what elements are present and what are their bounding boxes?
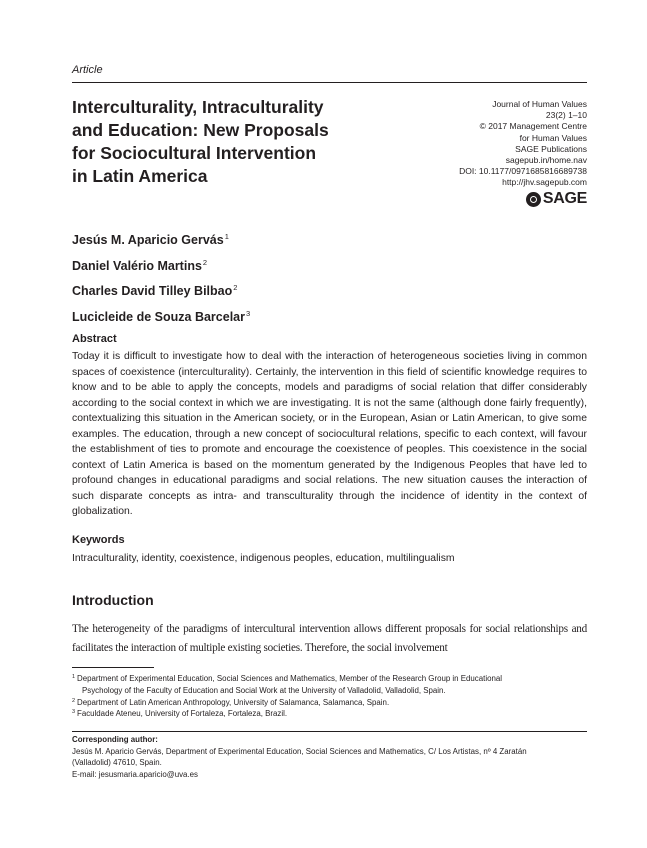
doi[interactable]: DOI: 10.1177/0971685816689738 xyxy=(459,166,587,177)
author: Lucicleide de Souza Barcelar$^3$ xyxy=(72,308,251,324)
corresponding-email[interactable]: E-mail: jesusmaria.aparicio@uva.es xyxy=(72,769,198,779)
journal-info xyxy=(357,99,587,189)
footnotes xyxy=(72,673,587,720)
corresponding-address-cont: (Valladolid) 47610, Spain. xyxy=(72,758,162,768)
journal-volume: 23(2) 1–10 xyxy=(545,110,587,121)
footnote: 3 Faculdade Ateneu, University of Fortaleza, Fortaleza, Brazil. xyxy=(72,709,288,719)
author: Daniel Valério Martins$^2$ xyxy=(72,257,208,273)
journal-url[interactable]: http://jhv.sagepub.com xyxy=(502,177,587,188)
article-type-label: Article xyxy=(72,64,103,76)
sage-logo xyxy=(526,190,587,208)
corresponding-rule xyxy=(72,731,587,732)
author: Charles David Tilley Bilbao$^2$ xyxy=(72,283,238,298)
title-line: and Education: New Proposals xyxy=(72,120,329,140)
keywords-heading: Keywords xyxy=(72,534,125,546)
footnote: 2 Department of Latin American Anthropology, University of Salamanca, Salamanca, Spain. xyxy=(72,697,390,707)
abstract-text: Today it is difficult to investigate how to deal with the interaction of heterogeneous societies living in common spaces of coexistence (interculturality). Certainly, the intervention in this field of scientific knowledge requires to know and to be able to apply the concepts, models and paradigms of social relation that differ considerably according to the social context in which we are investigating. It is not the same (although done fairly frequently), contextualizing this situation in the American society, or in the European, Asian or Latin American, to give some examples. The education, through a new concept of sociocultural relations, specific to each context, will favour the establishment of ties to promote and encourage the coexistence of peoples. This coexistence in the social context of Latin America is based on the momentum generated by the Indigenous Peoples that have led to profound changes in educational paradigms and social relations. The new situation causes the interaction of such disparate concepts as intra- and transculturality through the incidence of identity in the context of globalization. xyxy=(72,351,587,517)
title-line: Interculturality, Intraculturality xyxy=(72,97,324,117)
journal-name: Journal of Human Values xyxy=(492,99,587,109)
sage-logo-text: SAGE xyxy=(542,190,587,207)
copyright-holder: for Human Values xyxy=(519,132,587,143)
copyright: © 2017 Management Centre xyxy=(479,121,587,132)
header-rule xyxy=(72,82,587,83)
corresponding-address: Jesús M. Aparicio Gervás, Department of Experimental Education, Social Sciences and Mathematics, C/ Los Artistas, nº 4 Zaratán xyxy=(72,746,527,756)
introduction-text: The heterogeneity of the paradigms of intercultural intervention allows different proposals for social relationships and facilitates the interaction of multiple existing societies. Therefore, the social involvement xyxy=(72,623,587,654)
publisher-link[interactable]: sagepub.in/home.nav xyxy=(505,155,587,166)
footnote: 1 Department of Experimental Education, Social Sciences and Mathematics, Member of the Research Group in Educational Psychology of the Faculty of Education and Social Work at the University of Valladolid, Valladolid, Spain. xyxy=(72,674,502,695)
title-line: for Sociocultural Intervention xyxy=(72,143,317,163)
introduction-heading: Introduction xyxy=(72,592,154,608)
footnote-rule xyxy=(72,667,154,668)
author: Jesús M. Aparicio Gervás$^1$ xyxy=(72,232,229,247)
publisher: SAGE Publications xyxy=(515,143,587,154)
abstract-heading: Abstract xyxy=(72,333,117,345)
article-title xyxy=(72,96,402,188)
corresponding-author xyxy=(72,734,587,780)
author-list xyxy=(72,226,250,328)
title-line: in Latin America xyxy=(72,166,208,186)
sage-logo-icon xyxy=(526,192,541,207)
keywords-text: Intraculturality, identity, coexistence, indigenous peoples, education, multilingualism xyxy=(72,553,455,564)
corresponding-heading: Corresponding author: xyxy=(72,735,158,744)
